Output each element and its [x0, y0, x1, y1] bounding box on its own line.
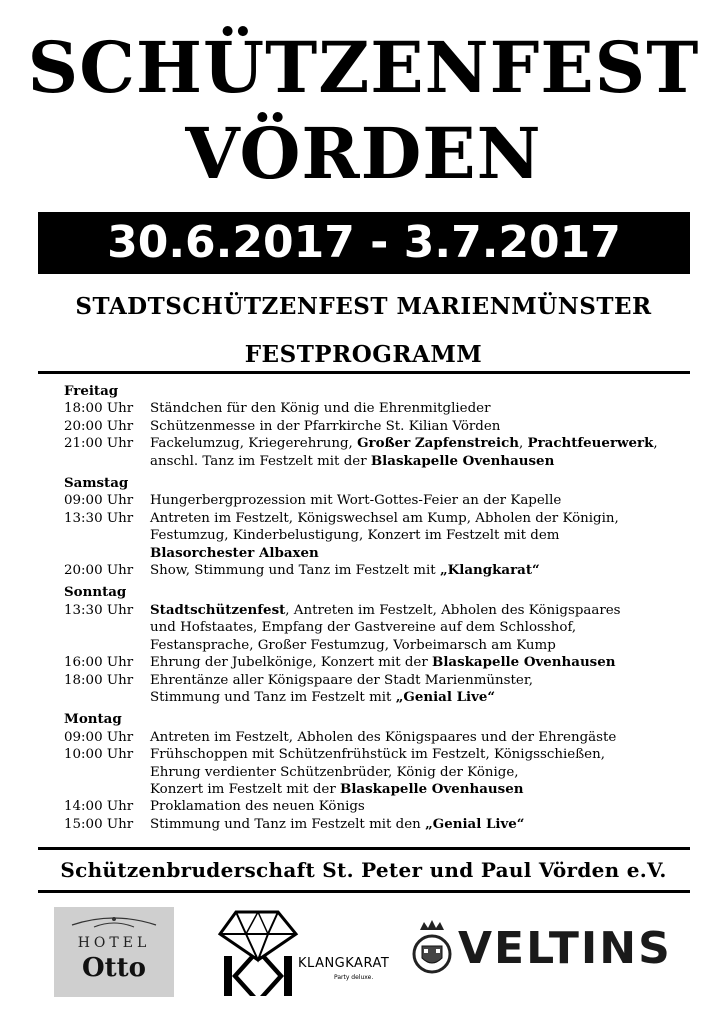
organizer-name: Schützenbruderschaft St. Peter und Paul Vörden e.V.	[60, 858, 667, 882]
event-time: 15:00 Uhr	[64, 816, 134, 832]
program-day	[64, 475, 694, 579]
event-description: Ständchen für den König und die Ehrenmitglieder	[150, 401, 491, 417]
divider-top	[38, 371, 690, 374]
title-line-2: VÖRDEN	[185, 112, 542, 195]
event-time: 13:30 Uhr	[64, 602, 134, 618]
event-description: Stadtschützenfest, Antreten im Festzelt, Abholen des Königspaares und Hofstaates, Empfang der Gastvereine auf dem Schlosshof, Festansprache, Großer Festumzug, Vorbeimarsch am Kump	[150, 601, 621, 653]
program-event	[64, 435, 694, 470]
program-event	[64, 510, 694, 562]
divider-middle	[38, 847, 690, 850]
program-event	[64, 400, 694, 417]
program-heading: FESTPROGRAMM	[244, 341, 483, 368]
event-time: 09:00 Uhr	[64, 493, 134, 509]
event-description: Schützenmesse in der Pfarrkirche St. Kilian Vörden	[150, 418, 501, 434]
program-event	[64, 654, 694, 671]
program-day	[64, 711, 694, 833]
event-time: 20:00 Uhr	[64, 563, 134, 579]
program-event	[64, 418, 694, 435]
program-event	[64, 816, 694, 833]
event-time: 18:00 Uhr	[64, 401, 134, 417]
event-description: Frühschoppen mit Schützenfrühstück im Festzelt, Königsschießen, Ehrung verdienter Schützenbrüder, König der Könige, Konzert im Festzelt mit der Blaskapelle Ovenhausen	[150, 747, 605, 797]
program-event	[64, 746, 694, 798]
event-description: Fackelumzug, Kriegerehrung, Großer Zapfenstreich, Prachtfeuerwerk, anschl. Tanz im Festzelt mit der Blaskapelle Ovenhausen	[150, 435, 658, 469]
event-description: Antreten im Festzelt, Abholen des Königspaares und der Ehrengäste	[150, 729, 617, 745]
day-title: Samstag	[64, 475, 129, 492]
event-description: Proklamation des neuen Königs	[150, 799, 365, 815]
subtitle: STADTSCHÜTZENFEST MARIENMÜNSTER	[75, 293, 652, 320]
program-event	[64, 602, 694, 654]
klangkarat-logo	[216, 900, 396, 1000]
diamond-kk-icon	[216, 900, 300, 1000]
event-time: 13:30 Uhr	[64, 510, 134, 526]
event-description: Stimmung und Tanz im Festzelt mit den „Genial Live“	[150, 815, 525, 832]
event-description: Ehrung der Jubelkönige, Konzert mit der Blaskapelle Ovenhausen	[150, 654, 616, 671]
event-description: Show, Stimmung und Tanz im Festzelt mit „Klangkarat“	[150, 562, 540, 579]
event-time: 14:00 Uhr	[64, 799, 134, 815]
veltins-logo	[410, 918, 690, 980]
program-day	[64, 584, 694, 706]
day-title: Sonntag	[64, 584, 127, 601]
day-title: Montag	[64, 711, 122, 728]
day-title: Freitag	[64, 383, 119, 399]
date-banner: 30.6.2017 - 3.7.2017	[38, 212, 690, 274]
event-time: 20:00 Uhr	[64, 418, 134, 434]
event-time: 16:00 Uhr	[64, 655, 134, 671]
event-time: 10:00 Uhr	[64, 747, 134, 763]
program-list	[64, 383, 694, 838]
event-time: 09:00 Uhr	[64, 729, 134, 745]
hotel-name: Otto	[81, 953, 146, 983]
event-time: 21:00 Uhr	[64, 436, 134, 452]
program-event	[64, 672, 694, 707]
program-event	[64, 729, 694, 746]
klangkarat-name: KLANGKARAT	[298, 956, 390, 971]
program-event	[64, 562, 694, 579]
program-event	[64, 492, 694, 509]
hotel-ornament-icon	[54, 907, 174, 997]
program-day	[64, 383, 694, 470]
event-time: 18:00 Uhr	[64, 672, 134, 688]
event-description: Hungerbergprozession mit Wort-Gottes-Feier an der Kapelle	[150, 493, 562, 509]
klangkarat-tagline: Party deluxe.	[334, 974, 374, 981]
veltins-crest-icon	[410, 918, 454, 980]
title-line-1: SCHÜTZENFEST	[27, 26, 700, 109]
veltins-name: VELTINS	[458, 923, 672, 974]
program-event	[64, 798, 694, 815]
hotel-label: HOTEL	[77, 935, 151, 951]
event-description: Antreten im Festzelt, Königswechsel am Kump, Abholen der Königin, Festumzug, Kinderbelustigung, Konzert im Festzelt mit dem Blasorchester Albaxen	[150, 510, 619, 561]
hotel-otto-logo	[54, 907, 174, 997]
event-description: Ehrentänze aller Königspaare der Stadt Marienmünster, Stimmung und Tanz im Festzelt mit „Genial Live“	[150, 672, 534, 705]
divider-bottom	[38, 890, 690, 893]
